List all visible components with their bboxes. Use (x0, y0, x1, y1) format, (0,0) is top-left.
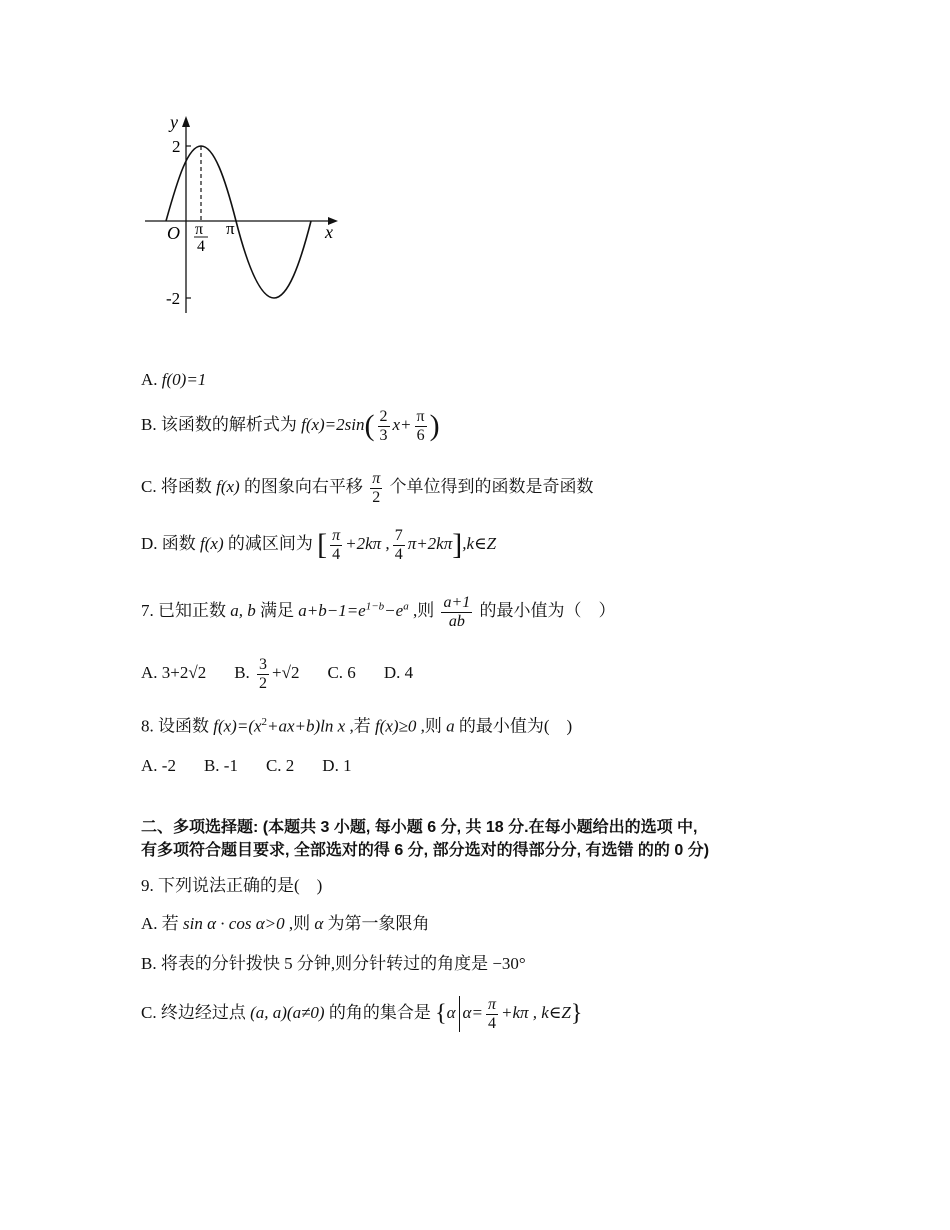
q8-option-b: B. -1 (203, 756, 238, 775)
q7-option-c: C. 6 (327, 663, 356, 682)
q7-option-b: B. $\frac{3}{2}$ +√2 (234, 656, 300, 692)
q6-option-d: D. 函数 f(x) 的减区间为 [ $\frac{\pi}{4}$ +2kπ , $\frac{7}{4}$ π+2kπ],k∈Z (141, 527, 497, 563)
q9-option-b: B. 将表的分针拨快 5 分钟,则分针转过的角度是 −30° (141, 954, 526, 973)
y-max-label: 2 (172, 137, 181, 156)
question-9: 9. 下列说法正确的是( ) (141, 876, 323, 895)
section-2-heading-line1: 二、多项选择题: (本题共 3 小题, 每小题 6 分, 共 18 分.在每小题给出的选项 中, (141, 819, 698, 836)
q8-option-d: D. 1 (322, 756, 352, 775)
q6-option-a: A. f(0)=1 (141, 370, 207, 389)
quarter-pi-den: 4 (197, 238, 205, 255)
x-axis-label: x (325, 222, 333, 242)
origin-label: O (167, 223, 180, 243)
y-min-label: -2 (166, 289, 181, 308)
q9-option-a: A. 若 sin α · cos α>0 ,则 α 为第一象限角 (141, 914, 430, 933)
sine-graph (140, 108, 350, 318)
y-axis-arrow-icon (182, 116, 190, 127)
q8-options (141, 756, 352, 776)
question-8: 8. 设函数 $f(x)=(x^2+ax+b)\ln$ x ,若 f(x)≥0 ,则 a 的最小值为( ) (141, 716, 573, 736)
q6-option-c: C. 将函数 f(x) 的图象向右平移 $\frac{\pi}{2}$ 个单位得到的函数是奇函数 (141, 470, 594, 506)
q7-options (141, 656, 413, 692)
pi-tick-label: π (226, 219, 235, 238)
q9-option-c: C. 终边经过点 (a, a)(a≠0) 的角的集合是 {α α= $\frac{\pi}{4}$ +kπ , k∈Z} (141, 996, 583, 1032)
y-axis-label: y (170, 112, 178, 132)
question-7: 7. 已知正数 a, b 满足 $a+b-1=e^{1-b}-e^a$ ,则 $\frac{a+1}{ab}$ 的最小值为（ ） (141, 594, 616, 630)
q7-option-a: A. 3+2√2 (141, 663, 207, 682)
section-2-heading-line2: 有多项符合题目要求, 全部选对的得 6 分, 部分选对的得部分分, 有选错 的的 0 分) (141, 842, 710, 859)
q6-option-b: B. 该函数的解析式为 f(x)=2sin( $\frac{2}{3}$ x+ $\frac{\pi}{6}$ ) (141, 408, 440, 444)
q8-option-a: A. -2 (141, 756, 176, 775)
q7-option-d: D. 4 (383, 663, 414, 682)
sine-curve (166, 146, 311, 298)
q8-option-c: C. 2 (265, 756, 295, 775)
quarter-pi-num: π (195, 221, 204, 238)
